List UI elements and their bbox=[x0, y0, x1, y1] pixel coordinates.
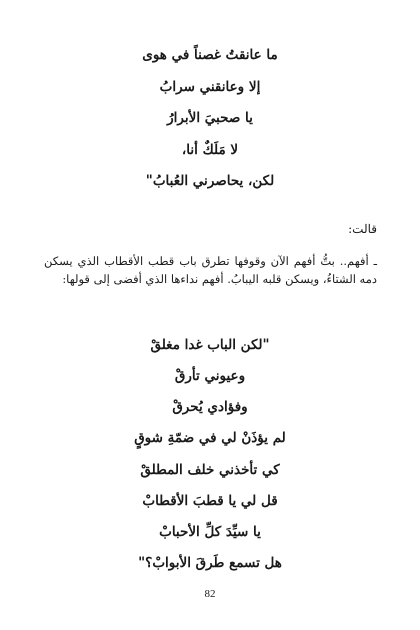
prose-paragraph: ـ أفهم.. بتُّ أفهم الآن وقوفها تطرق باب قطب الأقطاب الذي يسكن دمه الشتاءُ، ويسكن قلبه اليبابُ. أفهم نداءها الذي أفضى إلى قولها: bbox=[44, 254, 377, 286]
verse-line: وفؤادي يُحرقْ bbox=[172, 399, 248, 416]
verse-line: وعيوني تأرقْ bbox=[174, 368, 246, 385]
said-label: قالت: bbox=[348, 222, 377, 236]
verse-line: قل لي يا قطبَ الأقطابْ bbox=[142, 492, 278, 509]
page-number: 82 bbox=[204, 588, 216, 600]
verse-line: "لكن الباب غدا مغلقْ bbox=[150, 336, 270, 353]
verse-line: يا سيِّدَ كلِّ الأحبابْ bbox=[159, 523, 261, 540]
verse-block-bottom bbox=[0, 330, 420, 580]
verse-line: كي تأخذني خلف المطلقْ bbox=[140, 461, 280, 478]
verse-line: لا مَلَكٌ أنا، bbox=[181, 141, 239, 158]
verse-line: إلا وعانقني سرابُ bbox=[159, 78, 261, 95]
verse-line: لم يؤذَنْ لي في ضمّةِ شوقٍ bbox=[134, 430, 286, 447]
verse-line: يا صحبيَ الأبرارُ bbox=[167, 110, 253, 126]
verse-line: لكن، يحاصرني العُبابُ" bbox=[145, 173, 275, 189]
verse-line: ما عانقتُ غصناً في هوى bbox=[142, 47, 278, 63]
verse-line: هل تسمع طَرقَ الأبوابْ؟" bbox=[138, 555, 282, 572]
verse-block-top bbox=[0, 40, 420, 198]
